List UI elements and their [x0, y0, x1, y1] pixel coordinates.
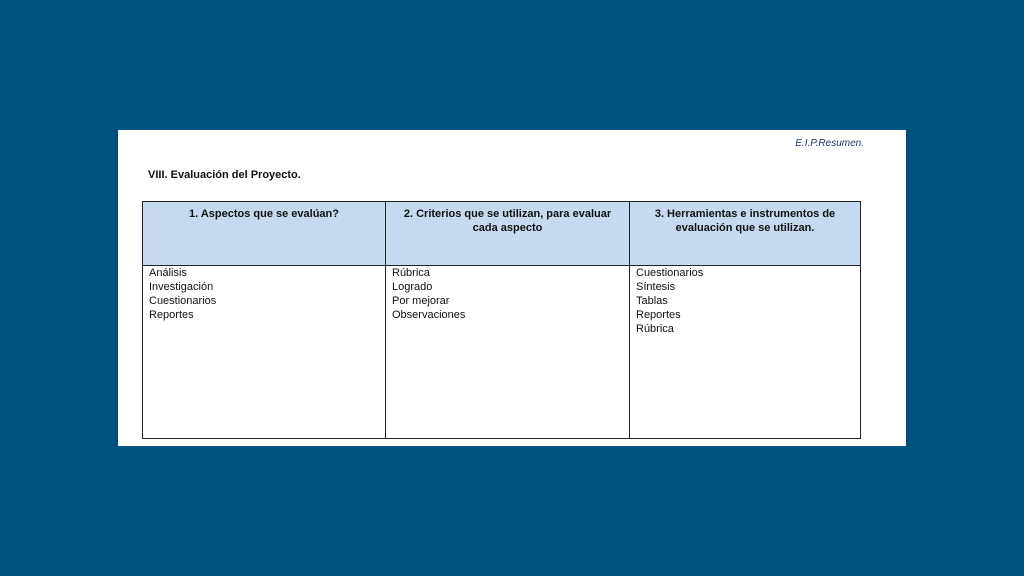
list-item: Cuestionarios — [149, 295, 217, 307]
header-aspects: 1. Aspectos que se evalúan? — [143, 202, 386, 266]
section-title: VIII. Evaluación del Proyecto. — [148, 169, 301, 181]
tools-list — [636, 266, 854, 336]
header-criteria: 2. Criterios que se utilizan, para evaluar cada aspecto — [386, 202, 630, 266]
list-item: Por mejorar — [392, 295, 450, 307]
list-item: Observaciones — [392, 309, 466, 321]
list-item: Rúbrica — [636, 323, 674, 335]
aspects-list — [149, 266, 379, 322]
document-page — [118, 130, 906, 446]
list-item: Reportes — [149, 309, 194, 321]
list-item: Investigación — [149, 281, 214, 293]
evaluation-table — [142, 201, 861, 439]
table-row — [143, 266, 861, 439]
table-header-row — [143, 202, 861, 266]
header-note: E.I.P.Resumen. — [795, 138, 864, 149]
list-item: Análisis — [149, 267, 187, 279]
criteria-list — [392, 266, 623, 322]
list-item: Cuestionarios — [636, 267, 704, 279]
tools-cell — [630, 266, 861, 439]
list-item: Tablas — [636, 295, 668, 307]
list-item: Logrado — [392, 281, 433, 293]
header-tools: 3. Herramientas e instrumentos de evaluación que se utilizan. — [630, 202, 861, 266]
list-item: Síntesis — [636, 281, 676, 293]
aspects-cell — [143, 266, 386, 439]
list-item: Reportes — [636, 309, 681, 321]
criteria-cell — [386, 266, 630, 439]
list-item: Rúbrica — [392, 267, 430, 279]
